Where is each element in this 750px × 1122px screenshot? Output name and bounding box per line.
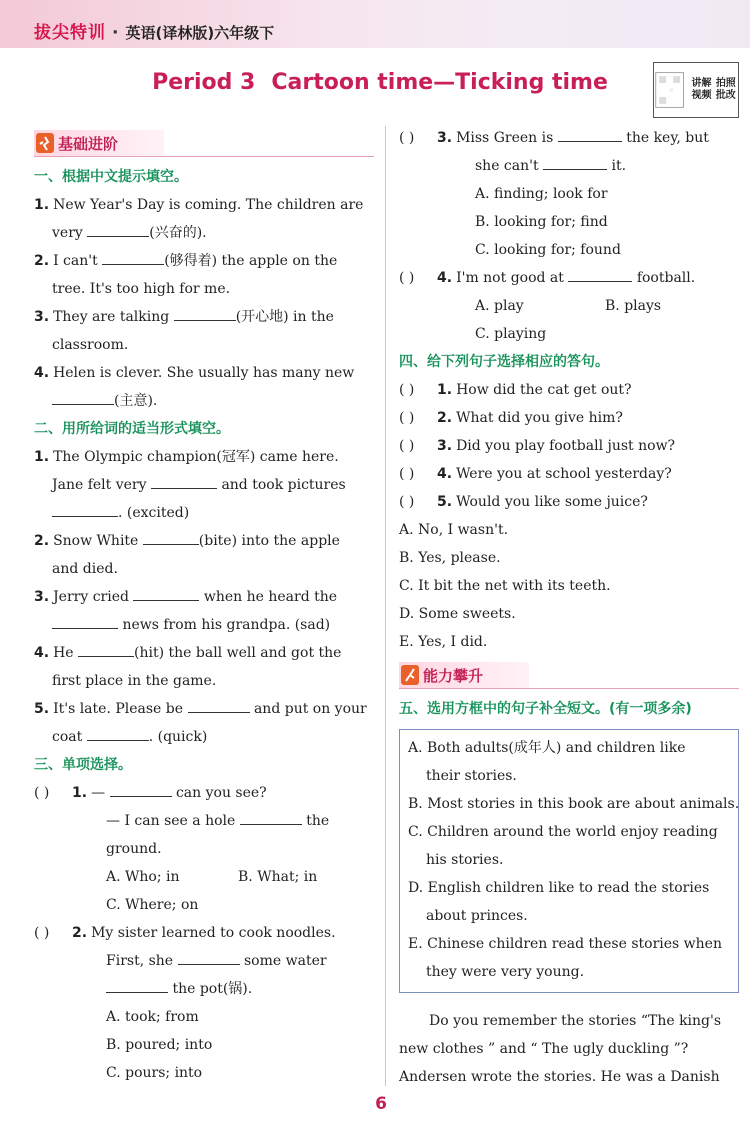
page-title [140,70,620,95]
answer-blank[interactable] [178,948,240,965]
option-b[interactable]: B. What; in [238,869,318,885]
option-b[interactable]: B. looking for; find [475,214,608,230]
question-text: it. [611,158,627,174]
answer-blank[interactable] [52,388,114,405]
climber-icon [401,665,419,685]
question-text: Jerry cried [53,589,129,605]
option-a[interactable]: A. play [475,298,524,314]
question-text: Were you at school yesterday? [456,466,672,482]
question-number: 4. [34,365,50,381]
question-line [34,919,374,947]
answer-paren[interactable]: ( ) [34,785,50,801]
header-bar [0,0,750,48]
answer-blank[interactable] [106,976,168,993]
question-text: very [52,225,83,241]
question-text: when he heard the [203,589,338,605]
option-b[interactable]: B. plays [605,298,662,314]
column-divider [385,126,386,1086]
question-text: the pot(锅). [172,981,253,997]
question-text: He [53,645,74,661]
question-text: What did you give him? [456,410,623,426]
question-number: 2. [72,925,88,941]
answer-paren[interactable]: ( ) [399,382,415,398]
passage-line: new clothes ” and “ The ugly duckling ”? [399,1041,689,1057]
video-label: 讲解视频 [691,78,712,101]
option-a[interactable]: A. took; from [106,1009,199,1025]
answer-blank[interactable] [78,640,134,657]
answer-blank[interactable] [133,584,199,601]
option-box [399,729,739,993]
lesson-name: Cartoon time—Ticking time [271,70,608,95]
question-text: They are talking [53,309,170,325]
answer-paren[interactable]: ( ) [399,130,415,146]
question-line [34,303,374,331]
answer-blank[interactable] [87,724,149,741]
question-line [34,779,374,807]
question-text: Miss Green is [456,130,554,146]
question-number: 3. [437,438,453,454]
question-number: 3. [437,130,453,146]
question-line [34,191,374,219]
option-row [34,1003,374,1031]
answer-blank[interactable] [102,248,164,265]
answer-blank[interactable] [52,612,118,629]
book-brand [34,18,274,43]
question-number: 1. [34,197,50,213]
question-line [34,611,374,639]
match-question [399,404,739,432]
question-line [34,359,374,387]
answer-paren[interactable]: ( ) [399,438,415,454]
question-line [34,275,374,303]
question-text: It's late. Please be [53,701,184,717]
right-column [399,124,739,1091]
question-line [399,264,739,292]
answer-paren[interactable]: ( ) [399,466,415,482]
question-text: Would you like some juice? [456,494,648,510]
question-text: — [91,785,106,801]
question-line [34,639,374,667]
question-number: 5. [437,494,453,510]
grading-label: 拍照批改 [715,78,736,101]
answer-paren[interactable]: ( ) [399,270,415,286]
option-a[interactable]: A. Who; in [106,869,180,885]
match-question [399,432,739,460]
question-number: 5. [34,701,50,717]
question-line [34,807,374,835]
tag-label: 能力攀升 [423,667,484,685]
question-text: tree. It's too high for me. [52,281,231,297]
box-option-d-cont: about princes. [426,908,528,924]
book-subject: 英语(译林版)六年级下 [125,24,275,42]
question-text: and died. [52,561,118,577]
question-text: (够得着) the apple on the [164,253,338,269]
question-text: ground. [106,841,162,857]
period-label: Period 3 [152,70,256,95]
question-text: The Olympic champion(冠军) came here. [53,449,339,465]
question-line [34,527,374,555]
question-number: 4. [437,270,453,286]
option-c[interactable]: C. looking for; found [475,242,621,258]
question-line [34,975,374,1003]
question-text: My sister learned to cook noodles. [91,925,336,941]
page-number: 6 [375,1094,387,1114]
question-text: — I can see a hole [106,813,236,829]
question-text: (主意). [114,393,158,409]
question-text: the [306,813,330,829]
question-number: 2. [34,533,50,549]
answer-blank[interactable] [143,528,199,545]
answer-blank[interactable] [87,220,149,237]
option-row [399,236,739,264]
left-column [34,130,374,1087]
question-text: can you see? [175,785,267,801]
question-text: I can't [53,253,98,269]
question-text: coat [52,729,83,745]
question-number: 1. [72,785,88,801]
answer-blank[interactable] [52,500,118,517]
question-number: 1. [437,382,453,398]
question-text: Helen is clever. She usually has many new [53,365,355,381]
option-row [34,863,374,891]
box-option-e: E. Chinese children read these stories when [408,936,722,952]
option-a[interactable]: A. finding; look for [475,186,608,202]
answer-paren[interactable]: ( ) [34,925,50,941]
question-text: . (quick) [148,729,208,745]
answer-blank[interactable] [151,472,217,489]
qr-code-icon [654,68,685,112]
answer-blank[interactable] [174,304,236,321]
question-text: first place in the game. [52,673,217,689]
question-line [34,331,374,359]
question-line [34,555,374,583]
box-option-a-cont: their stories. [426,768,517,784]
question-line [399,124,739,152]
question-line [34,219,374,247]
question-number: 2. [437,410,453,426]
question-text: (bite) into the apple [198,533,340,549]
box-option-e-cont: they were very young. [426,964,585,980]
question-line [34,835,374,863]
option-row [34,1031,374,1059]
answer-blank[interactable] [240,808,302,825]
question-number: 3. [34,309,50,325]
match-answer: C. It bit the net with its teeth. [399,578,611,594]
question-line [34,387,374,415]
option-row [399,208,739,236]
question-text: (兴奋的). [149,225,207,241]
option-row [399,180,739,208]
question-text: the key, but [626,130,709,146]
question-text: classroom. [52,337,129,353]
match-answer: E. Yes, I did. [399,634,488,650]
question-number: 1. [34,449,50,465]
answer-blank[interactable] [568,265,632,282]
box-option-c-cont: his stories. [426,852,504,868]
question-text: How did the cat get out? [456,382,632,398]
question-number: 4. [437,466,453,482]
part2-heading: 二、用所给词的适当形式填空。 [34,421,230,437]
section-tag-basic [34,130,374,157]
question-text: Jane felt very [52,477,147,493]
question-line [34,723,374,751]
option-c[interactable]: C. playing [475,326,547,342]
passage-line: Andersen wrote the stories. He was a Danish [399,1069,720,1085]
question-text: I'm not good at [456,270,564,286]
runner-icon [36,133,54,153]
box-option-d: D. English children like to read the stories [408,880,710,896]
part3-heading: 三、单项选择。 [34,757,132,773]
option-row [399,292,739,320]
answer-blank[interactable] [558,125,622,142]
question-text: (开心地) in the [235,309,334,325]
section-tag-ability [399,662,739,689]
option-row [399,320,739,348]
question-line [34,499,374,527]
match-answer: D. Some sweets. [399,606,516,622]
question-line [34,583,374,611]
question-line [34,947,374,975]
answer-blank[interactable] [188,696,250,713]
question-text: (hit) the ball well and got the [134,645,342,661]
match-question [399,488,739,516]
part4-heading: 四、给下列句子选择相应的答句。 [399,354,609,370]
option-c[interactable]: C. Where; on [106,897,199,913]
question-text: Snow White [53,533,139,549]
option-c[interactable]: C. pours; into [106,1065,203,1081]
question-line [34,667,374,695]
box-option-a: A. Both adults(成年人) and children like [408,740,686,756]
tag-label: 基础进阶 [58,135,119,153]
box-option-b: B. Most stories in this book are about animals. [408,796,740,812]
answer-paren[interactable]: ( ) [399,410,415,426]
match-answer: B. Yes, please. [399,550,501,566]
question-text: some water [244,953,327,969]
question-text: and put on your [253,701,367,717]
brand-separator: · [112,23,120,43]
answer-blank[interactable] [543,153,607,170]
match-answer: A. No, I wasn't. [399,522,509,538]
match-question [399,460,739,488]
question-text: Did you play football just now? [456,438,676,454]
question-text: New Year's Day is coming. The children are [53,197,364,213]
question-number: 3. [34,589,50,605]
passage-line: Do you remember the stories “The king's [429,1013,722,1029]
answer-paren[interactable]: ( ) [399,494,415,510]
match-question [399,376,739,404]
question-line [34,471,374,499]
question-number: 4. [34,645,50,661]
qr-video-box[interactable] [653,62,739,118]
question-line [34,695,374,723]
question-line [399,152,739,180]
part1-heading: 一、根据中文提示填空。 [34,169,188,185]
question-text: and took pictures [221,477,346,493]
question-text: she can't [475,158,539,174]
question-line [34,247,374,275]
question-line [34,443,374,471]
brand-name: 拔尖特训 [34,23,106,43]
option-b[interactable]: B. poured; into [106,1037,213,1053]
question-number: 2. [34,253,50,269]
answer-blank[interactable] [110,780,172,797]
question-text: football. [636,270,696,286]
option-row [34,1059,374,1087]
question-text: . (excited) [118,505,190,521]
part5-heading: 五、选用方框中的句子补全短文。(有一项多余) [399,701,692,717]
option-row [34,891,374,919]
box-option-c: C. Children around the world enjoy reading [408,824,718,840]
question-text: news from his grandpa. (sad) [122,617,331,633]
question-text: First, she [106,953,174,969]
